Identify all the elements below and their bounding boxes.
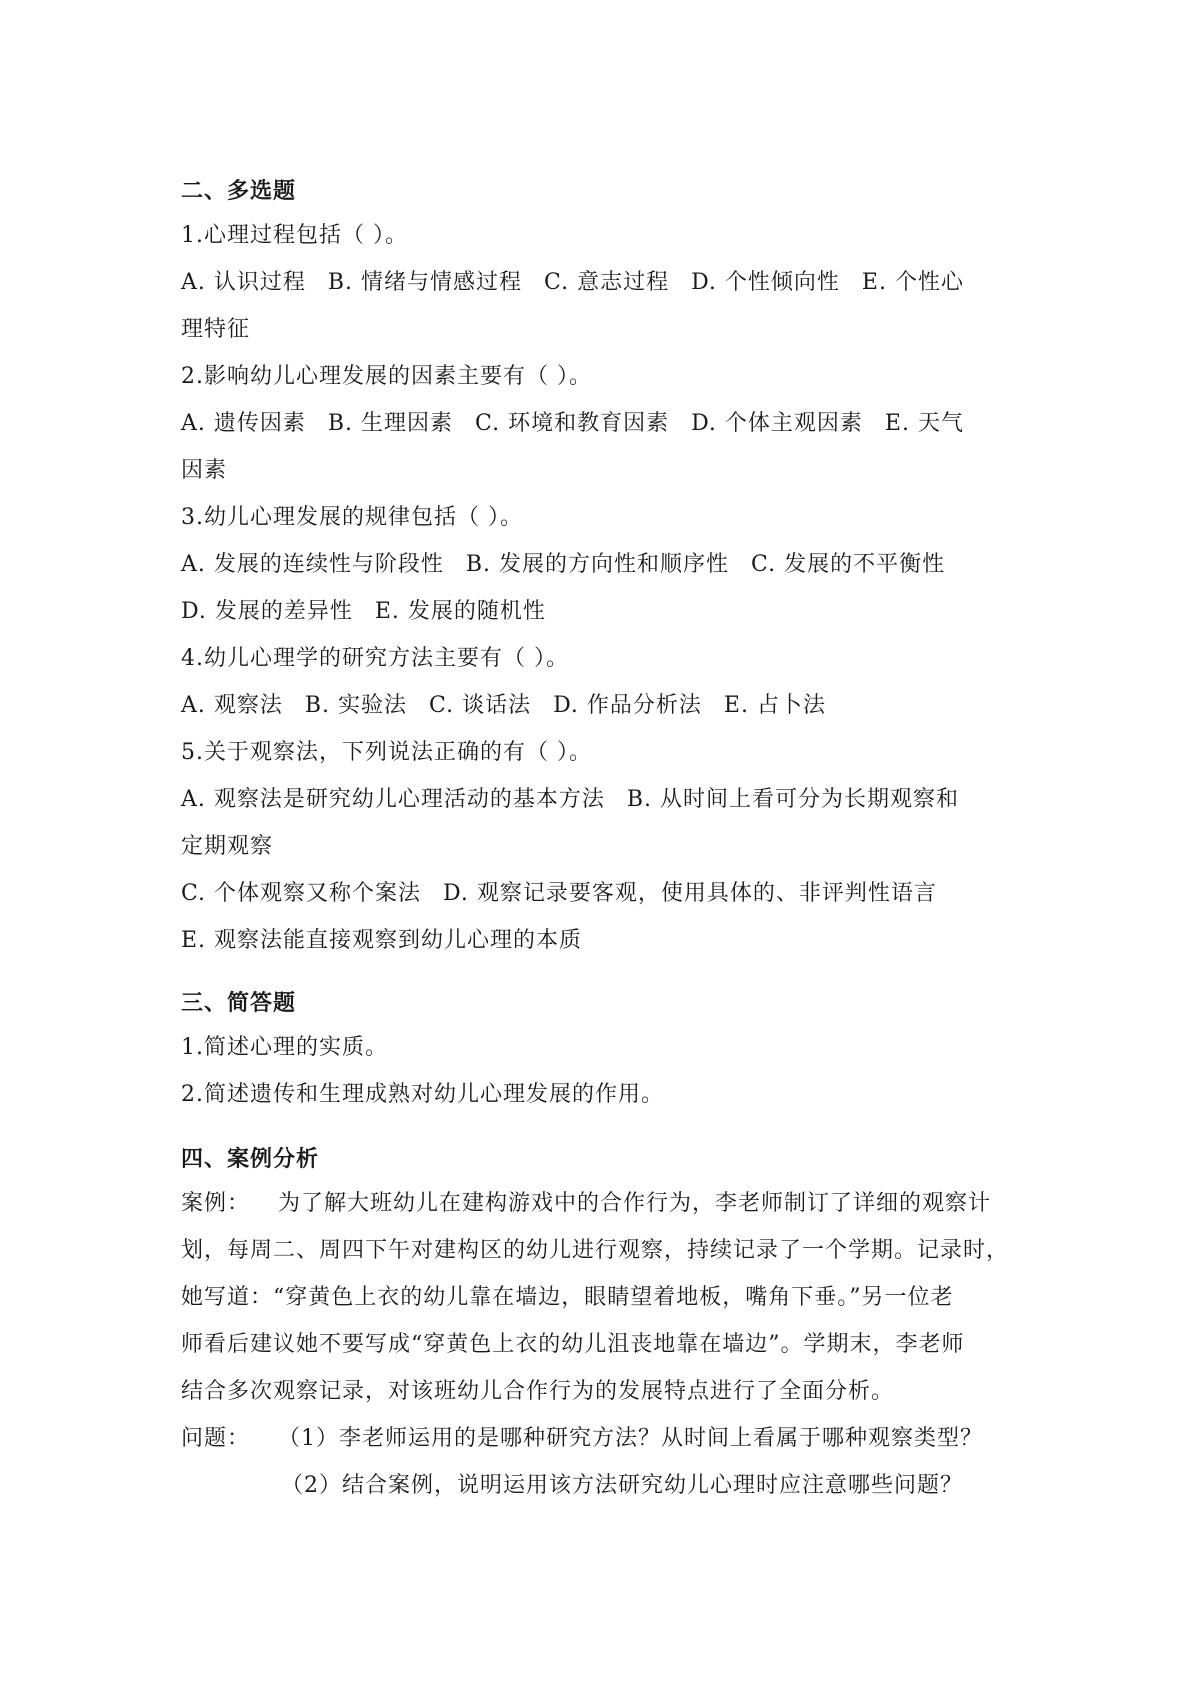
exam-page [181, 172, 1011, 1509]
question-3-options-line2 [181, 588, 1011, 635]
option-a: A. 遗传因素 [181, 411, 306, 436]
option-c: C. 个体观察又称个案法 [181, 881, 422, 906]
case-question-1 [181, 1415, 1011, 1462]
short-answer-1: 1.简述心理的实质。 [181, 1035, 388, 1060]
question-5-stem: 5.关于观察法，下列说法正确的有（ ）。 [181, 740, 592, 765]
section-4-title: 四、案例分析 [181, 1147, 320, 1172]
option-d: D. 发展的差异性 [181, 599, 353, 624]
question-3-options-line1 [181, 541, 1011, 588]
option-e: E. 发展的随机性 [374, 599, 546, 624]
question-1-options-line1 [181, 259, 1011, 306]
option-c: C. 意志过程 [544, 270, 670, 295]
option-b: B. 生理因素 [327, 411, 454, 436]
section-3-title: 三、简答题 [181, 991, 297, 1016]
question-2-options-line2 [181, 447, 1011, 494]
option-d: D. 作品分析法 [553, 693, 702, 718]
option-e: E. 占卜法 [723, 693, 826, 718]
short-answer-2: 2.简述遗传和生理成熟对幼儿心理发展的作用。 [181, 1082, 664, 1107]
case-line-1 [181, 1180, 1011, 1227]
case-question-2: （2）结合案例，说明运用该方法研究幼儿心理时应注意哪些问题？ [281, 1473, 963, 1498]
question-5-options-line1 [181, 776, 1011, 823]
question-1-options-line2 [181, 306, 1011, 353]
option-e: E. 天气 [884, 411, 964, 436]
option-e: E. 观察法能直接观察到幼儿心理的本质 [181, 928, 583, 953]
option-b: B. 情绪与情感过程 [327, 270, 523, 295]
option-d: D. 观察记录要客观，使用具体的、非评判性语言 [443, 881, 937, 906]
question-label: 问题： [181, 1426, 251, 1451]
option-a: A. 观察法 [181, 693, 283, 718]
option-d: D. 个体主观因素 [691, 411, 863, 436]
option-d: D. 个性倾向性 [691, 270, 840, 295]
case-label: 案例： [181, 1191, 251, 1216]
section-2-title: 二、多选题 [181, 179, 297, 204]
question-4-stem: 4.幼儿心理学的研究方法主要有（ ）。 [181, 646, 569, 671]
option-a: A. 发展的连续性与阶段性 [181, 552, 444, 577]
case-line-4: 师看后建议她不要写成“穿黄色上衣的幼儿沮丧地靠在墙边”。学期末，李老师 [181, 1332, 965, 1357]
option-b: B. 发展的方向性和顺序性 [465, 552, 730, 577]
question-2-options-line1 [181, 400, 1011, 447]
option-c: C. 谈话法 [429, 693, 532, 718]
question-5-options-line4 [181, 917, 1011, 964]
option-c: C. 环境和教育因素 [475, 411, 670, 436]
case-line-5: 结合多次观察记录，对该班幼儿合作行为的发展特点进行了全面分析。 [181, 1379, 895, 1404]
question-2-stem: 2.影响幼儿心理发展的因素主要有（ ）。 [181, 364, 592, 389]
question-3-stem: 3.幼儿心理发展的规律包括（ ）。 [181, 505, 523, 530]
option-c: C. 发展的不平衡性 [751, 552, 946, 577]
case-question-text: （1）李老师运用的是哪种研究方法？从时间上看属于哪种观察类型？ [278, 1426, 984, 1451]
case-text: 为了解大班幼儿在建构游戏中的合作行为，李老师制订了详细的观察计 [278, 1191, 992, 1216]
case-line-3: 她写道：“穿黄色上衣的幼儿靠在墙边，眼睛望着地板，嘴角下垂。”另一位老 [181, 1285, 954, 1310]
option-b-continued: 定期观察 [181, 834, 274, 859]
case-line-2: 划，每周二、周四下午对建构区的幼儿进行观察，持续记录了一个学期。记录时， [181, 1238, 1010, 1263]
question-4-options-line1 [181, 682, 1011, 729]
option-e-continued: 因素 [181, 458, 228, 483]
option-b: B. 从时间上看可分为长期观察和 [626, 787, 960, 812]
question-5-options-line3 [181, 870, 1011, 917]
option-e-continued: 理特征 [181, 317, 251, 342]
option-a: A. 认识过程 [181, 270, 306, 295]
option-e: E. 个性心 [861, 270, 964, 295]
option-b: B. 实验法 [304, 693, 408, 718]
option-a: A. 观察法是研究幼儿心理活动的基本方法 [181, 787, 605, 812]
question-1-stem: 1.心理过程包括（ ）。 [181, 223, 408, 248]
question-5-options-line2 [181, 823, 1011, 870]
